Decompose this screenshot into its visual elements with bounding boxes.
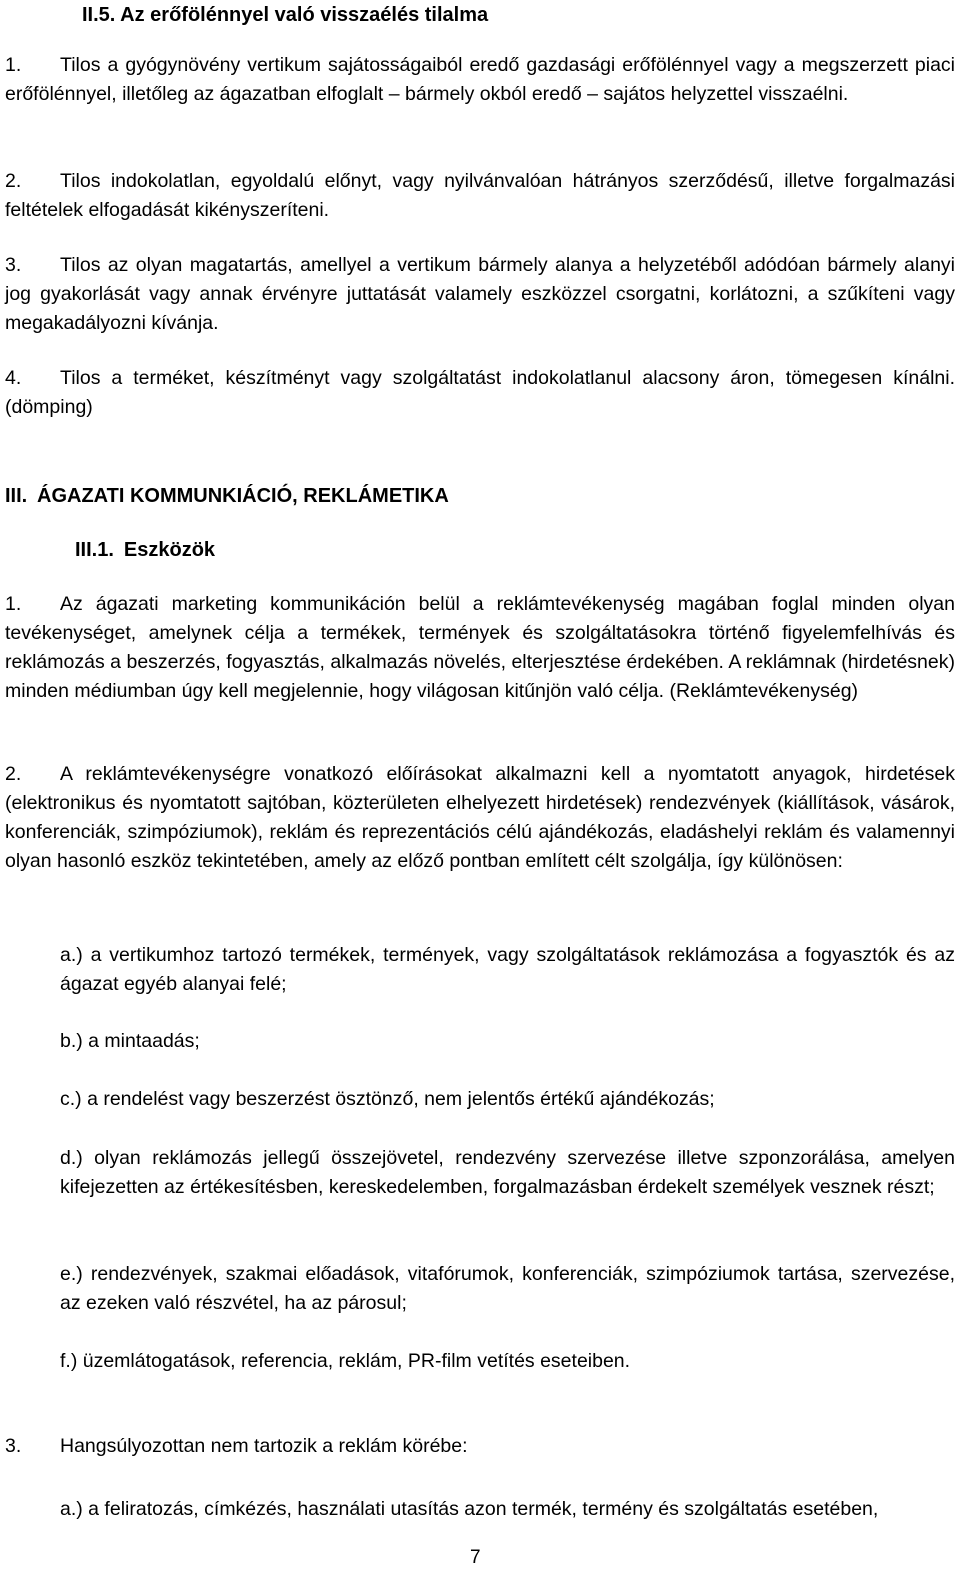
item-number: 4. xyxy=(5,367,22,389)
paragraph-ii5-3 xyxy=(5,251,955,338)
subitem-e: e.) rendezvények, szakmai előadások, vitafórumok, konferenciák, szimpóziumok tartása, szervezése, az ezeken való részvétel, ha az párosul; xyxy=(60,1263,955,1314)
page-number: 7 xyxy=(470,1547,481,1568)
subitem-a: a.) a vertikumhoz tartozó termékek, termények, vagy szolgáltatások reklámozása a fogyasztók és az ágazat egyéb alanyai felé; xyxy=(60,944,955,995)
section-title: ÁGAZATI KOMMUNKIÁCIÓ, REKLÁMETIKA xyxy=(37,485,449,507)
subsection-heading-iii1 xyxy=(75,537,215,563)
subitem-f: f.) üzemlátogatások, referencia, reklám, PR-film vetítés eseteiben. xyxy=(60,1350,631,1372)
paragraph-iii1-2 xyxy=(5,760,955,876)
section-number: III. xyxy=(5,485,28,507)
paragraph-iii1-1 xyxy=(5,590,955,706)
item-number: 3. xyxy=(5,1435,22,1457)
paragraph-ii5-4 xyxy=(5,364,955,422)
subsection-number: III.1. xyxy=(75,539,114,561)
section-heading-iii xyxy=(5,483,449,509)
subitem-c: c.) a rendelést vagy beszerzést ösztönző, nem jelentős értékű ajándékozás; xyxy=(60,1088,715,1110)
item-text: Tilos a gyógynövény vertikum sajátosságaiból eredő gazdasági erőfölénnyel vagy a megszerzett piaci erőfölénnyel, illetőleg az ágazatban elfoglalt – bármely okból eredő – sajátos helyzettel visszaélni. xyxy=(5,54,955,105)
item-text: Az ágazati marketing kommunikáción belül a reklámtevékenység magában foglal minden olyan tevékenységet, amelynek célja a termékek, termények és szolgáltatásokra történő figyelemfelhívás és reklámozás a beszerzés, fogyasztás, alkalmazás növelés, elterjesztése érdekében. A reklámnak (hirdetésnek) minden médiumban úgy kell megjelennie, hogy világosan kitűnjön való célja. (Reklámtevékenység) xyxy=(5,593,955,702)
paragraph-ii5-1 xyxy=(5,51,955,109)
subitem-3a: a.) a feliratozás, címkézés, használati utasítás azon termék, termény és szolgáltatás esetében, xyxy=(60,1498,879,1520)
item-text: Tilos a terméket, készítményt vagy szolgáltatást indokolatlanul alacsony áron, tömegesen kínálni. (dömping) xyxy=(5,367,955,418)
item-text: Tilos indokolatlan, egyoldalú előnyt, vagy nyilvánvalóan hátrányos szerződésű, illetve forgalmazási feltételek elfogadását kikényszeríteni. xyxy=(5,170,955,221)
item-number: 2. xyxy=(5,763,22,785)
subitem-b: b.) a mintaadás; xyxy=(60,1030,200,1052)
subitem-d: d.) olyan reklámozás jellegű összejövetel, rendezvény szervezése illetve szponzorálása, amelyen kifejezetten az értékesítésben, kereskedelemben, forgalmazásban érdekelt személyek vesznek részt; xyxy=(60,1147,955,1198)
item-text: A reklámtevékenységre vonatkozó előírásokat alkalmazni kell a nyomtatott anyagok, hirdetések (elektronikus és nyomtatott sajtóban, közterületen elhelyezett hirdetések) rendezvények (kiállítások, vásárok, konferenciák, szimpóziumok), reklám és reprezentációs célú ajándékozás, eladáshelyi reklám és valamennyi olyan hasonló eszköz tekintetében, amely az előző pontban említett célt szolgálja, így különösen: xyxy=(5,763,955,872)
item-text: Tilos az olyan magatartás, amellyel a vertikum bármely alanya a helyzetéből adódóan bármely alanyi jog gyakorlását vagy annak érvényre juttatását valamely eszközzel csorgatni, korlátozni, a szűkíteni vagy megakadályozni kívánja. xyxy=(5,254,955,334)
paragraph-ii5-2 xyxy=(5,167,955,225)
section-heading-ii5: II.5. Az erőfölénnyel való visszaélés tilalma xyxy=(82,4,489,26)
item-text: Hangsúlyozottan nem tartozik a reklám körébe: xyxy=(60,1435,468,1457)
item-number: 3. xyxy=(5,254,22,276)
paragraph-iii1-3 xyxy=(5,1432,955,1461)
item-number: 1. xyxy=(5,593,22,615)
item-number: 1. xyxy=(5,54,22,76)
subsection-title: Eszközök xyxy=(123,539,216,561)
item-number: 2. xyxy=(5,170,22,192)
